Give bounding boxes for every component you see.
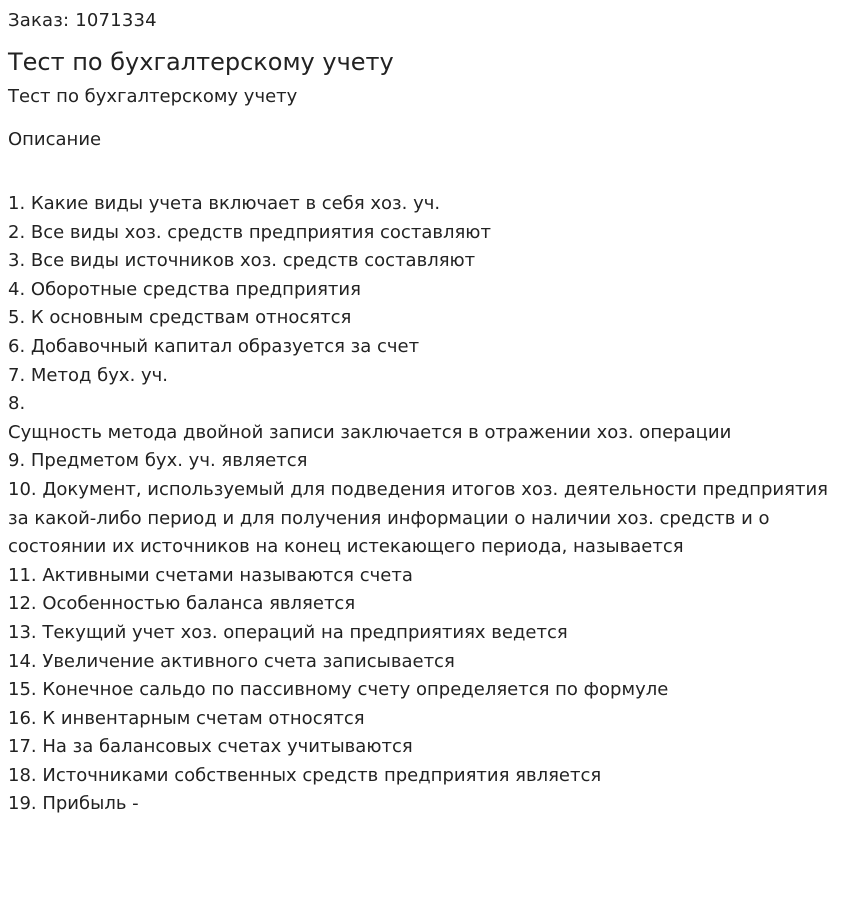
question-item: 11. Активными счетами называются счета (8, 564, 413, 586)
question-item: 5. К основным средствам относятся (8, 307, 352, 329)
question-item: 7. Метод бух. уч. (8, 364, 169, 386)
order-page (8, 0, 839, 819)
order-number: Заказ: 1071334 (8, 10, 157, 31)
question-item: 3. Все виды источников хоз. средств составляют (8, 250, 476, 272)
question-item: 9. Предметом бух. уч. является (8, 450, 308, 472)
question-item: 1. Какие виды учета включает в себя хоз. уч. (8, 193, 441, 214)
question-item: 18. Источниками собственных средств предприятия является (8, 764, 602, 786)
question-item: 16. К инвентарным счетам относятся (8, 707, 365, 729)
description-heading: Описание (8, 129, 102, 150)
page-subtitle: Тест по бухгалтерскому учету (8, 86, 298, 107)
question-item: 13. Текущий учет хоз. операций на предприятиях ведется (8, 621, 568, 643)
question-item: 14. Увеличение активного счета записывается (8, 650, 455, 672)
questions-list (8, 190, 839, 819)
question-item: 6. Добавочный капитал образуется за счет (8, 335, 420, 357)
question-item: 15. Конечное сальдо по пассивному счету определяется по формуле (8, 679, 669, 701)
question-item: 4. Оборотные средства предприятия (8, 278, 361, 300)
question-item: 19. Прибыль - (8, 793, 139, 815)
question-item: 10. Документ, используемый для подведения итогов хоз. деятельности предприятия за какой-либо период и для получения информации о наличии хоз. средств и о состоянии их источников на конец истекающего периода, называется (8, 478, 828, 558)
question-item: 8. (8, 393, 26, 415)
question-item: Сущность метода двойной записи заключается в отражении хоз. операции (8, 421, 732, 443)
question-item: 12. Особенностью баланса является (8, 593, 356, 615)
question-item: 17. На за балансовых счетах учитываются (8, 736, 413, 758)
page-title: Тест по бухгалтерскому учету (8, 48, 394, 76)
question-item: 2. Все виды хоз. средств предприятия составляют (8, 221, 491, 243)
